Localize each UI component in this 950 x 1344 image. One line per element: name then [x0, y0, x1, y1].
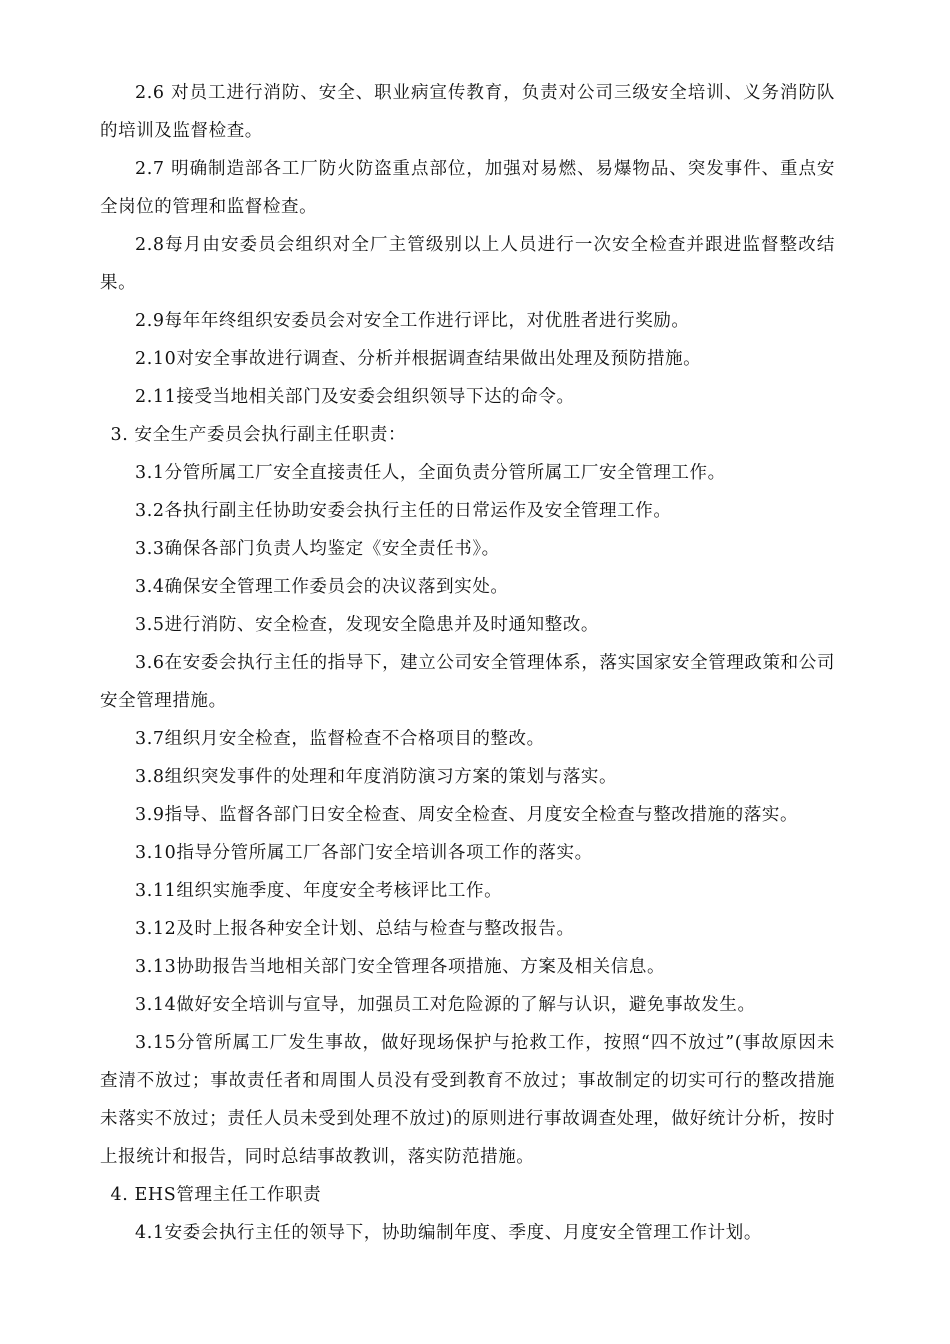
- clause-3-15: 3.15分管所属工厂发生事故，做好现场保护与抢救工作，按照“四不放过”(事故原因未查清不放过；事故责任者和周围人员没有受到教育不放过；事故制定的切实可行的整改措施未落实不放过；责任人员未受到处理不放过)的原则进行事故调查处理，做好统计分析，按时上报统计和报告，同时总结事故教训，落实防范措施。: [100, 1033, 835, 1167]
- clause-3-4: 3.4确保安全管理工作委员会的决议落到实处。: [135, 577, 509, 597]
- clause-3-14: 3.14做好安全培训与宣导，加强员工对危险源的了解与认识，避免事故发生。: [135, 995, 756, 1015]
- clause-3-11: 3.11组织实施季度、年度安全考核评比工作。: [135, 881, 503, 901]
- clause-3-7: 3.7组织月安全检查，监督检查不合格项目的整改。: [135, 729, 545, 749]
- section-3-heading: 3. 安全生产委员会执行副主任职责：: [110, 425, 407, 445]
- clause-3-6: 3.6在安委会执行主任的指导下，建立公司安全管理体系，落实国家安全管理政策和公司安全管理措施。: [100, 653, 835, 711]
- clause-3-13: 3.13协助报告当地相关部门安全管理各项措施、方案及相关信息。: [135, 957, 666, 977]
- clause-2-9: 2.9每年年终组织安委员会对安全工作进行评比，对优胜者进行奖励。: [135, 311, 690, 331]
- clause-3-8: 3.8组织突发事件的处理和年度消防演习方案的策划与落实。: [135, 767, 618, 787]
- clause-2-10: 2.10对安全事故进行调查、分析并根据调查结果做出处理及预防措施。: [135, 349, 702, 369]
- clause-3-2: 3.2各执行副主任协助安委会执行主任的日常运作及安全管理工作。: [135, 501, 672, 521]
- clause-2-8: 2.8每月由安委员会组织对全厂主管级别以上人员进行一次安全检查并跟进监督整改结果。: [100, 235, 835, 293]
- document-body: [100, 74, 835, 1252]
- clause-4-1: 4.1安委会执行主任的领导下，协助编制年度、季度、月度安全管理工作计划。: [135, 1223, 762, 1243]
- clause-2-7: 2.7 明确制造部各工厂防火防盗重点部位，加强对易燃、易爆物品、突发事件、重点安全岗位的管理和监督检查。: [100, 159, 835, 217]
- clause-3-5: 3.5进行消防、安全检查，发现安全隐患并及时通知整改。: [135, 615, 600, 635]
- clause-2-11: 2.11接受当地相关部门及安委会组织领导下达的命令。: [135, 387, 575, 407]
- section-4-heading: 4. EHS管理主任工作职责: [110, 1185, 322, 1205]
- clause-3-3: 3.3确保各部门负责人均鉴定《安全责任书》。: [135, 539, 500, 559]
- clause-3-9: 3.9指导、监督各部门日安全检查、周安全检查、月度安全检查与整改措施的落实。: [135, 805, 799, 825]
- clause-2-6: 2.6 对员工进行消防、安全、职业病宣传教育，负责对公司三级安全培训、义务消防队的培训及监督检查。: [100, 83, 835, 141]
- clause-3-1: 3.1分管所属工厂安全直接责任人，全面负责分管所属工厂安全管理工作。: [135, 463, 726, 483]
- clause-3-12: 3.12及时上报各种安全计划、总结与检查与整改报告。: [135, 919, 575, 939]
- clause-3-10: 3.10指导分管所属工厂各部门安全培训各项工作的落实。: [135, 843, 593, 863]
